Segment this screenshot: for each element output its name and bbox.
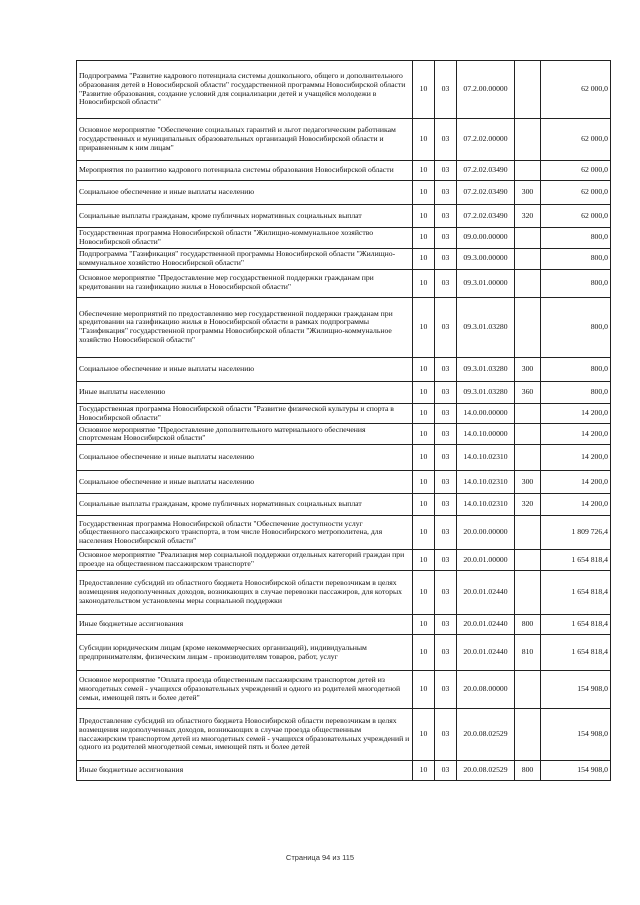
row-csr: 09.3.01.03280 <box>457 381 515 403</box>
table-row <box>77 445 611 471</box>
row-rz: 10 <box>413 248 435 269</box>
row-vr <box>515 550 541 571</box>
row-vr <box>515 403 541 424</box>
row-rz: 10 <box>413 571 435 615</box>
row-pr: 03 <box>435 615 457 635</box>
row-vr <box>515 571 541 615</box>
table-row <box>77 161 611 181</box>
row-name: Субсидии юридическим лицам (кроме некоммерческих организаций), индивидуальным предпринимателям, физическим лицам - производителям товаров, работ, услуг <box>77 635 413 671</box>
row-name: Подпрограмма "Развитие кадрового потенциала системы дошкольного, общего и дополнительного образования детей в Новосибирской области" государственной программы Новосибирской области "Развитие образования, создание условий для социализации детей и учащейся молодежи в Новосибирской области" <box>77 61 413 119</box>
row-rz: 10 <box>413 550 435 571</box>
row-rz: 10 <box>413 516 435 550</box>
row-name: Подпрограмма "Газификация" государственной программы Новосибирской области "Жилищно-коммунальное хозяйство Новосибирской области" <box>77 248 413 269</box>
row-rz: 10 <box>413 269 435 297</box>
table-row <box>77 550 611 571</box>
row-sum: 154 908,0 <box>541 671 611 709</box>
row-vr <box>515 269 541 297</box>
row-name: Социальное обеспечение и иные выплаты населению <box>77 471 413 494</box>
row-csr: 14.0.10.02310 <box>457 445 515 471</box>
row-sum: 62 000,0 <box>541 119 611 161</box>
row-csr: 09.0.00.00000 <box>457 228 515 249</box>
table-row <box>77 119 611 161</box>
table-row <box>77 471 611 494</box>
row-csr: 20.0.08.02529 <box>457 709 515 761</box>
table-row <box>77 269 611 297</box>
row-sum: 62 000,0 <box>541 61 611 119</box>
table-row <box>77 671 611 709</box>
row-rz: 10 <box>413 471 435 494</box>
table-row <box>77 494 611 516</box>
row-name: Социальное обеспечение и иные выплаты населению <box>77 181 413 205</box>
row-name: Государственная программа Новосибирской области "Жилищно-коммунальное хозяйство Новосибирской области" <box>77 228 413 249</box>
row-pr: 03 <box>435 119 457 161</box>
row-sum: 154 908,0 <box>541 761 611 781</box>
row-csr: 07.2.02.00000 <box>457 119 515 161</box>
row-sum: 62 000,0 <box>541 181 611 205</box>
row-sum: 1 809 726,4 <box>541 516 611 550</box>
row-sum: 1 654 818,4 <box>541 550 611 571</box>
row-name: Основное мероприятие "Предоставление мер государственной поддержки гражданам при кредитовании на газификацию жилья в Новосибирской области" <box>77 269 413 297</box>
row-pr: 03 <box>435 205 457 228</box>
row-sum: 800,0 <box>541 381 611 403</box>
row-sum: 800,0 <box>541 357 611 381</box>
row-pr: 03 <box>435 248 457 269</box>
row-csr: 20.0.01.00000 <box>457 550 515 571</box>
page-number: Страница 94 из 115 <box>285 853 355 862</box>
row-csr: 07.2.00.00000 <box>457 61 515 119</box>
row-pr: 03 <box>435 471 457 494</box>
row-rz: 10 <box>413 357 435 381</box>
row-rz: 10 <box>413 445 435 471</box>
row-name: Иные бюджетные ассигнования <box>77 761 413 781</box>
row-vr: 360 <box>515 381 541 403</box>
row-vr <box>515 424 541 445</box>
row-name: Государственная программа Новосибирской области "Обеспечение доступности услуг общественного пассажирского транспорта, в том числе Новосибирского метрополитена, для населения Новосибирской области" <box>77 516 413 550</box>
table-row <box>77 516 611 550</box>
row-pr: 03 <box>435 161 457 181</box>
row-pr: 03 <box>435 297 457 357</box>
row-vr: 810 <box>515 635 541 671</box>
row-name: Иные выплаты населению <box>77 381 413 403</box>
table-row <box>77 381 611 403</box>
row-pr: 03 <box>435 635 457 671</box>
table-row <box>77 181 611 205</box>
row-csr: 07.2.02.03490 <box>457 205 515 228</box>
row-rz: 10 <box>413 381 435 403</box>
row-pr: 03 <box>435 550 457 571</box>
row-pr: 03 <box>435 269 457 297</box>
row-pr: 03 <box>435 671 457 709</box>
row-name: Предоставление субсидий из областного бюджета Новосибирской области перевозчикам в целях возмещения недополученных доходов, возникающих в случае проезда общественным пассажирским транспортом детей из многодетных семей - учащихся образовательных учреждений и одного из родителей многодетной семьи, имеющей пять и более детей <box>77 709 413 761</box>
row-sum: 1 654 818,4 <box>541 635 611 671</box>
row-name: Социальное обеспечение и иные выплаты населению <box>77 357 413 381</box>
row-name: Иные бюджетные ассигнования <box>77 615 413 635</box>
row-sum: 14 200,0 <box>541 445 611 471</box>
table-row <box>77 571 611 615</box>
table-row <box>77 248 611 269</box>
row-pr: 03 <box>435 61 457 119</box>
row-vr: 800 <box>515 761 541 781</box>
row-vr <box>515 445 541 471</box>
row-pr: 03 <box>435 709 457 761</box>
row-vr <box>515 516 541 550</box>
row-vr: 320 <box>515 205 541 228</box>
row-csr: 09.3.01.03280 <box>457 297 515 357</box>
row-sum: 14 200,0 <box>541 424 611 445</box>
row-csr: 09.3.01.03280 <box>457 357 515 381</box>
row-vr <box>515 161 541 181</box>
row-sum: 800,0 <box>541 248 611 269</box>
row-vr: 300 <box>515 181 541 205</box>
row-rz: 10 <box>413 635 435 671</box>
table-row <box>77 205 611 228</box>
row-vr <box>515 248 541 269</box>
row-sum: 62 000,0 <box>541 205 611 228</box>
row-name: Основное мероприятие "Предоставление дополнительного материального обеспечения спортсменам Новосибирской области" <box>77 424 413 445</box>
row-name: Социальное обеспечение и иные выплаты населению <box>77 445 413 471</box>
table-row <box>77 761 611 781</box>
row-rz: 10 <box>413 761 435 781</box>
row-pr: 03 <box>435 228 457 249</box>
row-rz: 10 <box>413 119 435 161</box>
row-vr <box>515 671 541 709</box>
row-rz: 10 <box>413 205 435 228</box>
row-name: Социальные выплаты гражданам, кроме публичных нормативных социальных выплат <box>77 205 413 228</box>
row-csr: 20.0.01.02440 <box>457 635 515 671</box>
row-pr: 03 <box>435 516 457 550</box>
row-csr: 07.2.02.03490 <box>457 161 515 181</box>
table-row <box>77 635 611 671</box>
row-name: Основное мероприятие "Реализация мер социальной поддержки отдельных категорий граждан при проезде на общественном пассажирском транспорте" <box>77 550 413 571</box>
row-vr: 800 <box>515 615 541 635</box>
row-sum: 800,0 <box>541 269 611 297</box>
row-vr: 300 <box>515 471 541 494</box>
row-sum: 14 200,0 <box>541 403 611 424</box>
row-rz: 10 <box>413 403 435 424</box>
row-csr: 20.0.01.02440 <box>457 615 515 635</box>
row-csr: 20.0.08.02529 <box>457 761 515 781</box>
row-pr: 03 <box>435 494 457 516</box>
row-name: Государственная программа Новосибирской области "Развитие физической культуры и спорта в Новосибирской области" <box>77 403 413 424</box>
row-rz: 10 <box>413 181 435 205</box>
row-rz: 10 <box>413 161 435 181</box>
row-rz: 10 <box>413 297 435 357</box>
row-rz: 10 <box>413 709 435 761</box>
row-vr: 320 <box>515 494 541 516</box>
row-sum: 14 200,0 <box>541 494 611 516</box>
row-rz: 10 <box>413 494 435 516</box>
row-rz: 10 <box>413 61 435 119</box>
row-sum: 800,0 <box>541 228 611 249</box>
row-vr <box>515 61 541 119</box>
row-pr: 03 <box>435 761 457 781</box>
row-sum: 154 908,0 <box>541 709 611 761</box>
row-name: Основное мероприятие "Оплата проезда общественным пассажирским транспортом детей из многодетных семей - учащихся образовательных учреждений и одного из родителей многодетной семьи, имеющей пять и более детей" <box>77 671 413 709</box>
table-row <box>77 615 611 635</box>
row-csr: 14.0.10.02310 <box>457 471 515 494</box>
row-pr: 03 <box>435 381 457 403</box>
row-vr <box>515 297 541 357</box>
table-row <box>77 297 611 357</box>
row-rz: 10 <box>413 424 435 445</box>
row-sum: 800,0 <box>541 297 611 357</box>
table-body <box>77 61 611 781</box>
row-pr: 03 <box>435 424 457 445</box>
row-csr: 20.0.00.00000 <box>457 516 515 550</box>
row-vr <box>515 119 541 161</box>
row-pr: 03 <box>435 357 457 381</box>
row-pr: 03 <box>435 181 457 205</box>
row-rz: 10 <box>413 615 435 635</box>
row-csr: 20.0.01.02440 <box>457 571 515 615</box>
row-sum: 14 200,0 <box>541 471 611 494</box>
row-csr: 09.3.01.00000 <box>457 269 515 297</box>
row-sum: 62 000,0 <box>541 161 611 181</box>
row-name: Основное мероприятие "Обеспечение социальных гарантий и льгот педагогическим работникам государственных и муниципальных образовательных организаций Новосибирской области и приравненным к ним лицам" <box>77 119 413 161</box>
table-row <box>77 228 611 249</box>
row-csr: 14.0.10.02310 <box>457 494 515 516</box>
row-rz: 10 <box>413 671 435 709</box>
row-vr <box>515 709 541 761</box>
row-csr: 20.0.08.00000 <box>457 671 515 709</box>
row-vr <box>515 228 541 249</box>
row-name: Социальные выплаты гражданам, кроме публичных нормативных социальных выплат <box>77 494 413 516</box>
row-csr: 14.0.00.00000 <box>457 403 515 424</box>
row-csr: 07.2.02.03490 <box>457 181 515 205</box>
row-pr: 03 <box>435 571 457 615</box>
row-sum: 1 654 818,4 <box>541 571 611 615</box>
row-pr: 03 <box>435 445 457 471</box>
row-vr: 300 <box>515 357 541 381</box>
table-row <box>77 357 611 381</box>
row-sum: 1 654 818,4 <box>541 615 611 635</box>
row-rz: 10 <box>413 228 435 249</box>
row-pr: 03 <box>435 403 457 424</box>
row-name: Обеспечение мероприятий по предоставлению мер государственной поддержки гражданам при кредитовании на газификацию жилья в Новосибирской области в рамках подпрограммы "Газификация" государственной программы Новосибирской области "Жилищно-коммунальное хозяйство Новосибирской области" <box>77 297 413 357</box>
row-name: Мероприятия по развитию кадрового потенциала системы образования Новосибирской области <box>77 161 413 181</box>
table-row <box>77 403 611 424</box>
budget-table <box>76 60 611 781</box>
row-csr: 09.3.00.00000 <box>457 248 515 269</box>
row-csr: 14.0.10.00000 <box>457 424 515 445</box>
table-row <box>77 61 611 119</box>
table-row <box>77 424 611 445</box>
row-name: Предоставление субсидий из областного бюджета Новосибирской области перевозчикам в целях возмещения недополученных доходов, возникающих в случае перевозки пассажиров, для которых законодательством установлены меры социальной поддержки <box>77 571 413 615</box>
table-row <box>77 709 611 761</box>
